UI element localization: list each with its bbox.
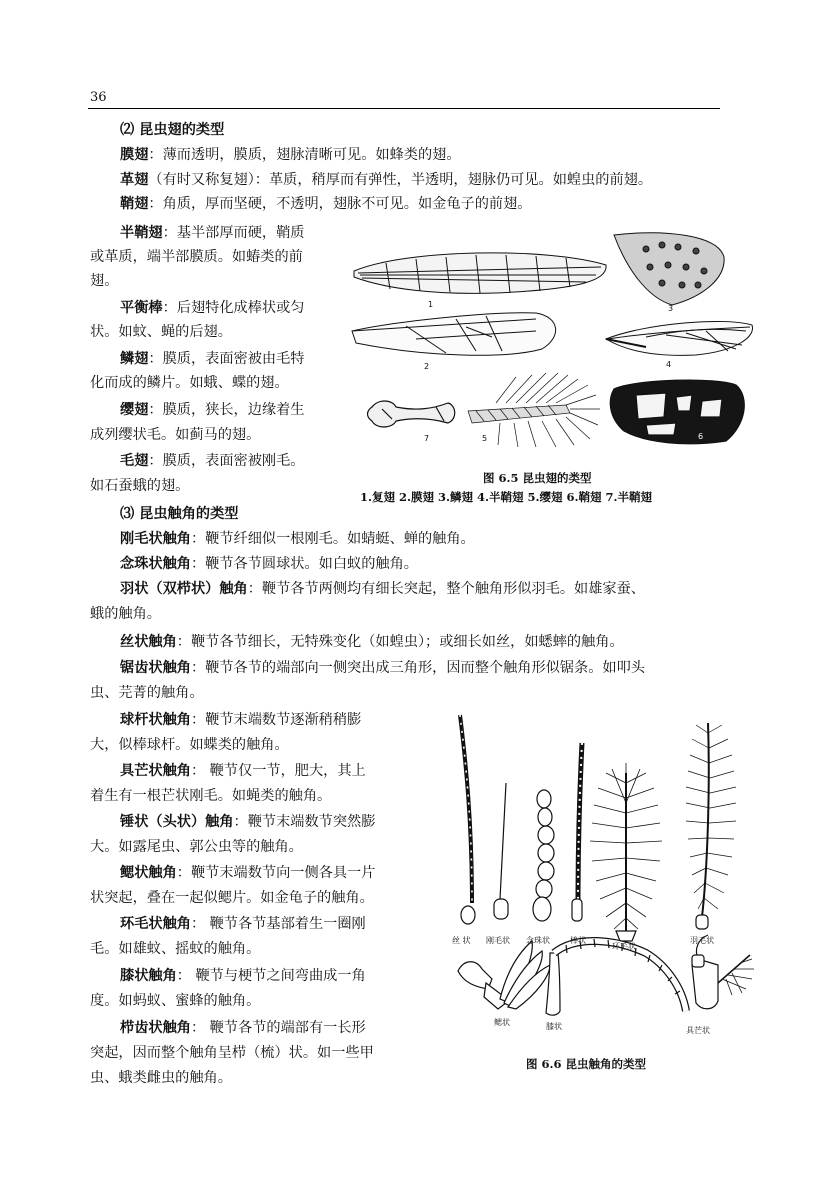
antenna-type-verticillate-line2: 毛。如雄蚊、摇蚊的触角。 bbox=[90, 941, 261, 957]
label-setaceous: 刚毛状 bbox=[486, 936, 510, 945]
wing-type-elytra: 鞘翅：角质，厚而坚硬，不透明，翅脉不可见。如金龟子的前翅。 bbox=[120, 196, 532, 212]
wing-type-hemelytra: 半鞘翅：基半部厚而硬，鞘质 bbox=[120, 225, 305, 241]
section-heading-wings: ⑵ 昆虫翅的类型 bbox=[120, 122, 225, 138]
wing-type-scaly: 鳞翅：膜质，表面密被由毛特 bbox=[120, 351, 305, 367]
antenna-type-lamellate-line2: 状突起，叠在一起似鳃片。如金龟子的触角。 bbox=[90, 890, 374, 906]
wing-3-scaly bbox=[614, 233, 724, 305]
label-clavate: 棒状 bbox=[570, 936, 586, 945]
antenna-type-moniliform: 念珠状触角：鞭节各节圆球状。如白蚁的触角。 bbox=[120, 556, 418, 572]
label-moniliform: 念珠状 bbox=[526, 936, 550, 945]
label-verticillate: 环毛状 bbox=[612, 942, 636, 951]
antenna-type-serrate: 锯齿状触角：鞭节各节的端部向一侧突出成三角形，因而整个触角形似锯条。如叩头 bbox=[120, 660, 645, 676]
wing-type-fringed: 缨翅：膜质，狭长，边缘着生 bbox=[120, 402, 305, 418]
antenna-type-clavate: 球杆状触角：鞭节末端数节逐渐稍稍膨 bbox=[120, 712, 362, 728]
antenna-type-aristate: 具芒状触角： 鞭节仅一节，肥大，其上 bbox=[120, 763, 366, 779]
antenna-type-serrate-cont: 虫、芫菁的触角。 bbox=[90, 685, 204, 701]
fig-number-1: 1 bbox=[428, 300, 434, 309]
antenna-filiform bbox=[460, 715, 475, 924]
wing-type-hairy: 毛翅：膜质，表面密被刚毛。 bbox=[120, 453, 305, 469]
wing-type-halteres-line2: 状。如蚊、蝇的后翅。 bbox=[90, 324, 232, 340]
antenna-moniliform bbox=[533, 790, 554, 921]
antenna-type-setaceous: 刚毛状触角：鞭节纤细似一根刚毛。如蜻蜓、蝉的触角。 bbox=[120, 531, 475, 547]
antenna-pectinate bbox=[718, 955, 754, 995]
antenna-type-lamellate: 鳃状触角：鞭节末端数节向一侧各具一片 bbox=[120, 865, 376, 881]
antenna-type-pectinate-line2: 突起，因而整个触角呈栉（梳）状。如一些甲 bbox=[90, 1045, 374, 1061]
wing-type-fringed-line2: 成列缨状毛。如蓟马的翅。 bbox=[90, 427, 261, 443]
antenna-types-illustration bbox=[446, 703, 756, 1043]
antenna-type-geniculate: 膝状触角： 鞭节与梗节之间弯曲成一角 bbox=[120, 968, 366, 984]
antenna-type-aristate-line2: 着生有一根芒状刚毛。如蝇类的触角。 bbox=[90, 788, 332, 804]
label-plumose: 羽毛状 bbox=[690, 936, 714, 945]
label-aristate: 具芒状 bbox=[686, 1026, 710, 1035]
wing-type-tegmen: 革翅（有时又称复翅）：革质，稍厚而有弹性，半透明，翅脉仍可见。如蝗虫的前翅。 bbox=[120, 172, 653, 188]
antenna-type-filiform: 丝状触角：鞭节各节细长，无特殊变化（如蝗虫）；或细长如丝，如蟋蟀的触角。 bbox=[120, 634, 624, 650]
wing-5-fringed bbox=[468, 373, 600, 447]
wing-1-tegmen bbox=[354, 253, 606, 294]
antenna-type-verticillate: 环毛状触角： 鞭节各节基部着生一圈刚 bbox=[120, 916, 366, 932]
wing-types-illustration bbox=[346, 227, 760, 453]
antenna-setaceous bbox=[494, 783, 508, 919]
wing-type-membranous: 膜翅：薄而透明，膜质，翅脉清晰可见。如蜂类的翅。 bbox=[120, 147, 461, 163]
fig-number-4: 4 bbox=[666, 360, 672, 369]
fig-6-6-title: 图 6.6 昆虫触角的类型 bbox=[526, 1057, 647, 1071]
antenna-type-clavate-line2: 大，似棒球杆。如蝶类的触角。 bbox=[90, 737, 289, 753]
fig-number-3: 3 bbox=[668, 304, 674, 313]
wing-type-hemelytra-line3: 翅。 bbox=[90, 273, 119, 289]
label-filiform: 丝 状 bbox=[452, 936, 471, 945]
antenna-type-plumose: 羽状（双栉状）触角：鞭节各节两侧均有细长突起，整个触角形似羽毛。如雄家蚕、 bbox=[120, 581, 645, 597]
wing-4-hemelytra bbox=[606, 321, 753, 355]
fig-number-6: 6 bbox=[698, 432, 704, 441]
page-number: 36 bbox=[90, 90, 107, 105]
antenna-type-capitate-line2: 大。如露尾虫、郭公虫等的触角。 bbox=[90, 839, 303, 855]
figure-6-5-wing-types bbox=[346, 227, 760, 453]
antenna-type-pectinate-line3: 虫、蛾类雌虫的触角。 bbox=[90, 1070, 232, 1086]
figure-6-6-antenna-types bbox=[446, 703, 756, 1043]
fig-6-5-title: 图 6.5 昆虫翅的类型 bbox=[483, 471, 592, 485]
antenna-lamellate bbox=[458, 941, 550, 1009]
label-geniculate: 膝状 bbox=[546, 1022, 562, 1031]
antenna-aristate bbox=[692, 935, 718, 1009]
wing-type-hemelytra-line2: 或革质，端半部膜质。如蝽类的前 bbox=[90, 249, 303, 265]
antenna-type-plumose-cont: 蛾的触角。 bbox=[90, 606, 161, 622]
antenna-verticillate bbox=[590, 763, 662, 941]
fig-number-7: 7 bbox=[424, 434, 430, 443]
wing-6-elytra bbox=[610, 380, 744, 444]
wing-type-halteres: 平衡棒：后翅特化成棒状或匀 bbox=[120, 300, 305, 316]
antenna-type-geniculate-line2: 度。如蚂蚁、蜜蜂的触角。 bbox=[90, 993, 261, 1009]
wing-2-membranous bbox=[352, 313, 556, 355]
wing-type-scaly-line2: 化而成的鳞片。如蛾、蝶的翅。 bbox=[90, 375, 289, 391]
wing-type-hairy-line2: 如石蚕蛾的翅。 bbox=[90, 478, 190, 494]
fig-6-5-legend: 1.复翅 2.膜翅 3.鳞翅 4.半鞘翅 5.缨翅 6.鞘翅 7.半鞘翅 bbox=[360, 490, 653, 504]
fig-number-2: 2 bbox=[424, 362, 430, 371]
antenna-plumose bbox=[686, 723, 736, 929]
wing-7-small bbox=[368, 401, 455, 427]
antenna-type-pectinate: 栉齿状触角： 鞭节各节的端部有一长形 bbox=[120, 1020, 366, 1036]
fig-number-5: 5 bbox=[482, 434, 488, 443]
antenna-clavate bbox=[572, 743, 582, 921]
label-lamellate: 鳃状 bbox=[494, 1018, 510, 1027]
antenna-type-capitate: 锤状（头状）触角：鞭节末端数节突然膨 bbox=[120, 814, 376, 830]
section-heading-antennae: ⑶ 昆虫触角的类型 bbox=[120, 506, 239, 522]
header-rule bbox=[88, 108, 720, 109]
